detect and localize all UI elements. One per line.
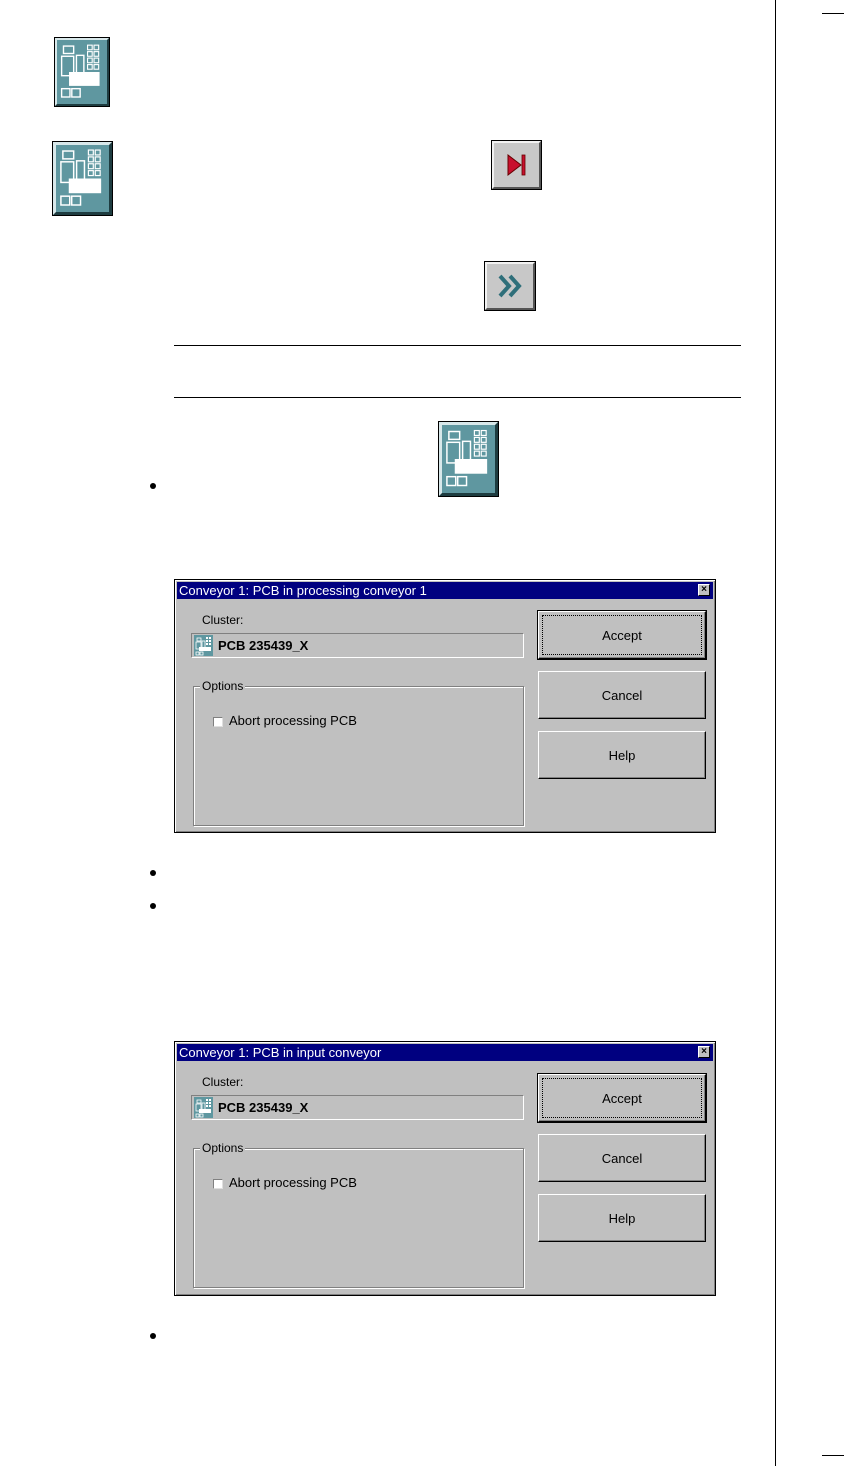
close-icon[interactable]: × <box>698 584 710 596</box>
pcb-cluster-icon <box>194 635 213 656</box>
abort-processing-checkbox[interactable] <box>213 717 223 727</box>
pcb-cluster-icon[interactable] <box>55 38 109 106</box>
bullet-dot <box>150 1333 156 1339</box>
options-group-title: Options <box>202 1141 244 1155</box>
page-margin-line <box>775 0 776 1466</box>
page-corner-mark-top <box>822 13 844 14</box>
abort-processing-label[interactable]: Abort processing PCB <box>229 713 357 728</box>
note-rule-bottom <box>174 397 741 398</box>
step-to-end-button[interactable] <box>492 141 541 189</box>
page-corner-mark-bottom <box>822 1455 844 1456</box>
pcb-cluster-icon-raised[interactable] <box>53 142 112 215</box>
abort-processing-label[interactable]: Abort processing PCB <box>229 1175 357 1190</box>
cluster-label: Cluster: <box>202 613 244 627</box>
help-button[interactable]: Help <box>538 1194 706 1242</box>
fast-forward-icon <box>487 264 533 308</box>
bullet-dot <box>150 483 156 489</box>
options-group <box>193 679 524 826</box>
accept-button[interactable]: Accept <box>538 611 706 659</box>
cluster-field <box>191 633 524 658</box>
cluster-value: PCB 235439_X <box>218 638 309 653</box>
options-group-title: Options <box>202 679 244 693</box>
bullet-dot <box>150 903 156 909</box>
dialog-title: Conveyor 1: PCB in input conveyor <box>179 1045 382 1060</box>
options-group <box>193 1141 524 1288</box>
pcb-cluster-icon-inline[interactable] <box>439 422 498 496</box>
note-rule-top <box>174 345 741 346</box>
cluster-value: PCB 235439_X <box>218 1100 309 1115</box>
close-icon[interactable]: × <box>698 1046 710 1058</box>
abort-processing-checkbox[interactable] <box>213 1179 223 1189</box>
pcb-cluster-icon-graphic <box>442 425 495 493</box>
processing-conveyor-dialog <box>174 579 716 833</box>
help-button[interactable]: Help <box>538 731 706 779</box>
dialog-titlebar <box>177 582 713 599</box>
pcb-cluster-icon <box>194 1097 213 1118</box>
pcb-cluster-icon-graphic <box>57 40 107 104</box>
pcb-cluster-icon-graphic <box>56 145 109 212</box>
step-to-end-icon <box>494 143 539 187</box>
cancel-button[interactable]: Cancel <box>538 671 706 719</box>
cancel-button[interactable]: Cancel <box>538 1134 706 1182</box>
dialog-title: Conveyor 1: PCB in processing conveyor 1 <box>179 583 427 598</box>
cluster-label: Cluster: <box>202 1075 244 1089</box>
bullet-dot <box>150 870 156 876</box>
cluster-field <box>191 1095 524 1120</box>
accept-button[interactable]: Accept <box>538 1074 706 1122</box>
fast-forward-button[interactable] <box>485 262 535 310</box>
dialog-titlebar <box>177 1044 713 1061</box>
input-conveyor-dialog <box>174 1041 716 1296</box>
